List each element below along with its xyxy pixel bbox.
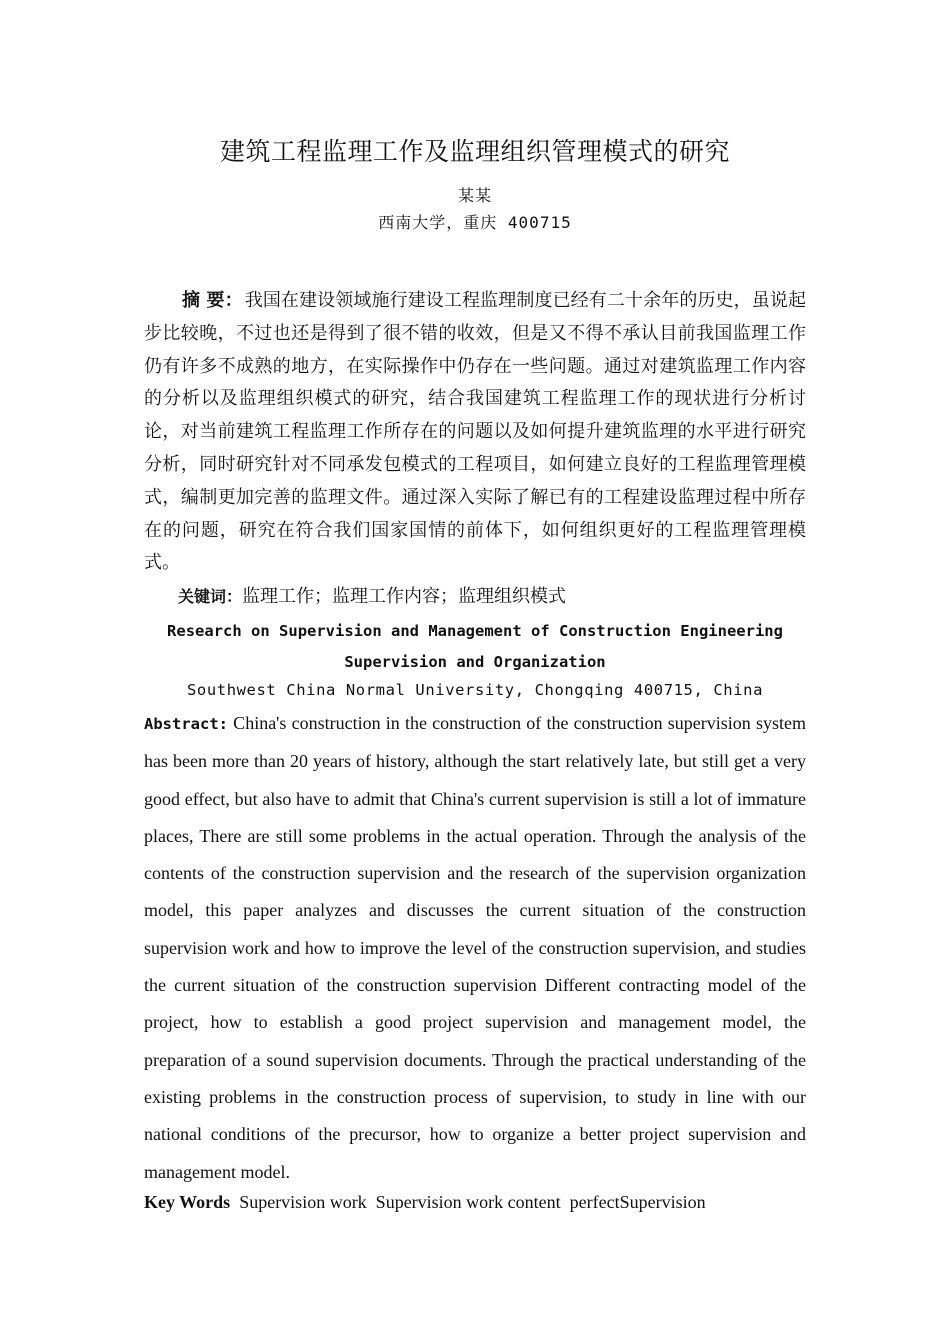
affiliation-cn: 西南大学，重庆 400715 [378, 213, 572, 232]
abstract-cn-label: 摘 要： [182, 290, 243, 311]
abstract-cn [144, 285, 806, 580]
abstract-en [144, 705, 806, 1191]
abstract-en-text: China's construction in the construction of the construction supervision system has been more than 20 years of history, although the start relatively late, but still get a very good effect, but also have to admit that China's current supervision is still a lot of immature places, There are still some problems in the actual operation. Through the analysis of the contents of the construction supervision and the research of the supervision organization model, this paper analyzes and discusses the current situation of the construction supervision work and how to improve the level of the construction supervision, and studies the current situation of the construction supervision Different contracting model of the project, how to establish a good project supervision and management model, the preparation of a sound supervision documents. Through the practical understanding of the existing problems in the construction process of supervision, to study in line with our national conditions of the precursor, how to organize a better project supervision and management model. [144, 713, 806, 1182]
keywords-en-text: Supervision work Supervision work content perfectSupervision [230, 1192, 706, 1212]
keywords-cn [178, 582, 566, 608]
keywords-cn-text: 监理工作；监理工作内容；监理组织模式 [242, 586, 567, 607]
abstract-en-label: Abstract: [144, 715, 228, 733]
abstract-cn-text: 我国在建设领域施行建设工程监理制度已经有二十余年的历史，虽说起步比较晚，不过也还是得到了很不错的收效，但是又不得不承认目前我国监理工作仍有许多不成熟的地方，在实际操作中仍存在一些问题。通过对建筑监理工作内容的分析以及监理组织模式的研究，结合我国建筑工程监理工作的现状进行分析讨论，对当前建筑工程监理工作所存在的问题以及如何提升建筑监理的水平进行研究分析，同时研究针对不同承发包模式的工程项目，如何建立良好的工程监理管理模式，编制更加完善的监理文件。通过深入实际了解已有的工程建设监理过程中所存在的问题，研究在符合我们国家国情的前体下，如何组织更好的工程监理管理模式。 [144, 290, 806, 574]
keywords-en-label: Key Words [144, 1192, 231, 1212]
paper-title-cn: 建筑工程监理工作及监理组织管理模式的研究 [219, 137, 730, 166]
paper-title-en [144, 616, 806, 678]
paper-title-en-line2: Supervision and Organization [344, 653, 606, 671]
keywords-en [144, 1192, 706, 1213]
author-name: 某某 [457, 186, 492, 205]
paper-title-en-line1: Research on Supervision and Management of Construction Engineering [167, 622, 783, 640]
affiliation-en: Southwest China Normal University, Chongqing 400715, China [186, 681, 764, 699]
keywords-cn-label: 关键词： [178, 587, 243, 606]
